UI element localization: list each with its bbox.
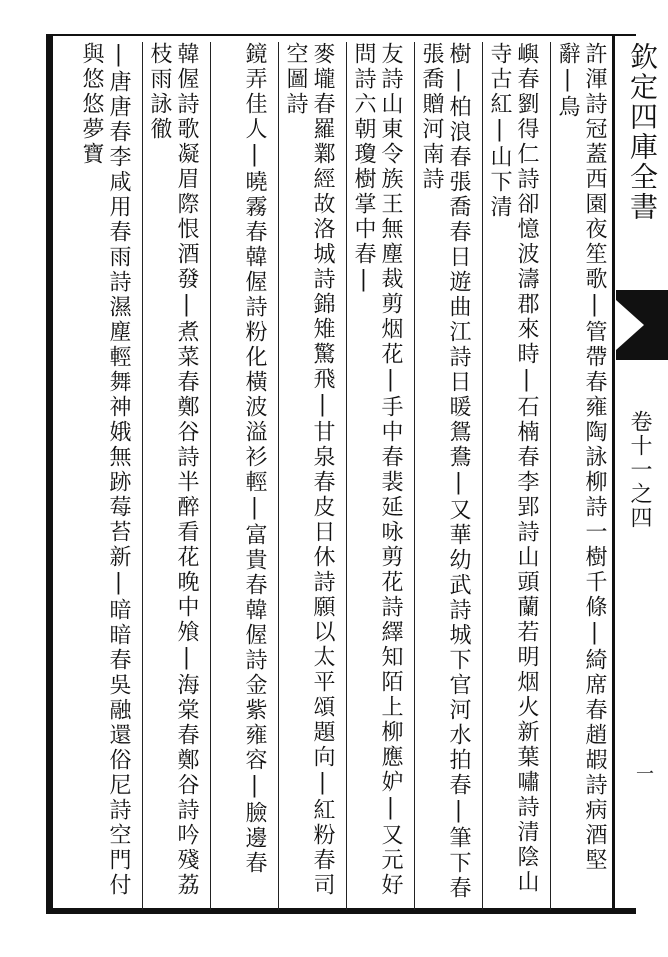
volume-label: 卷十一之四: [627, 410, 652, 530]
fish-tail-mark-icon: [614, 290, 668, 360]
book-title: 欽定四庫全書: [626, 42, 659, 222]
column-divider: [278, 42, 279, 910]
text-column-3: 樹|柏浪春張喬春日遊曲江詩日暖鴛鴦|又華幼武詩城下官河水拍春|筆下春張喬贈河南詩: [419, 42, 471, 901]
column-divider: [346, 42, 347, 910]
text-column-1: 許渾詩冠蓋西園夜笙歌|管帶春雍陶詠柳詩一樹千條|綺席春趙嘏詩病酒堅辭|鳥: [555, 42, 607, 873]
page-number: 一: [636, 764, 654, 785]
column-divider: [482, 42, 483, 910]
text-column-7: 韓偓詩歌凝眉際恨酒發|煮菜春鄭谷詩半醉看花晚中飧|海棠春鄭谷詩吟殘荔枝雨詠徹: [147, 42, 199, 898]
column-divider: [414, 42, 415, 910]
text-column-2: 嶼春劉得仁詩卻憶波濤郡來時|石楠春李郢詩山頭蘭若明烟火新葉嘯詩清陰山寺古紅|山下清: [487, 42, 539, 895]
text-column-6: 鏡弄佳人|曉霧春韓偓詩粉化橫波溢衫輕|富貴春韓偓詩金紫雍容|臉邊春: [242, 42, 267, 876]
column-divider: [210, 42, 211, 910]
text-column-5: 麥壠春羅鄴經故洛城詩錦雉驚飛|甘泉春皮日休詩願以太平頌題向|紅粉春司空圖詩: [283, 42, 335, 898]
text-column-8: |唐唐春李咸用春雨詩濕塵輕舞神娥無跡莓苔新|暗暗春吳融還俗尼詩空門付與悠悠夢寶: [79, 42, 131, 898]
text-column-4: 友詩山東令族王無塵裁剪烟花|手中春裴延咏剪花詩繹知陌上柳應妒|又元好問詩六朝瓊樹掌中春|: [351, 42, 403, 898]
text-columns: [56, 38, 608, 910]
column-divider: [142, 42, 143, 910]
column-divider: [550, 42, 551, 910]
